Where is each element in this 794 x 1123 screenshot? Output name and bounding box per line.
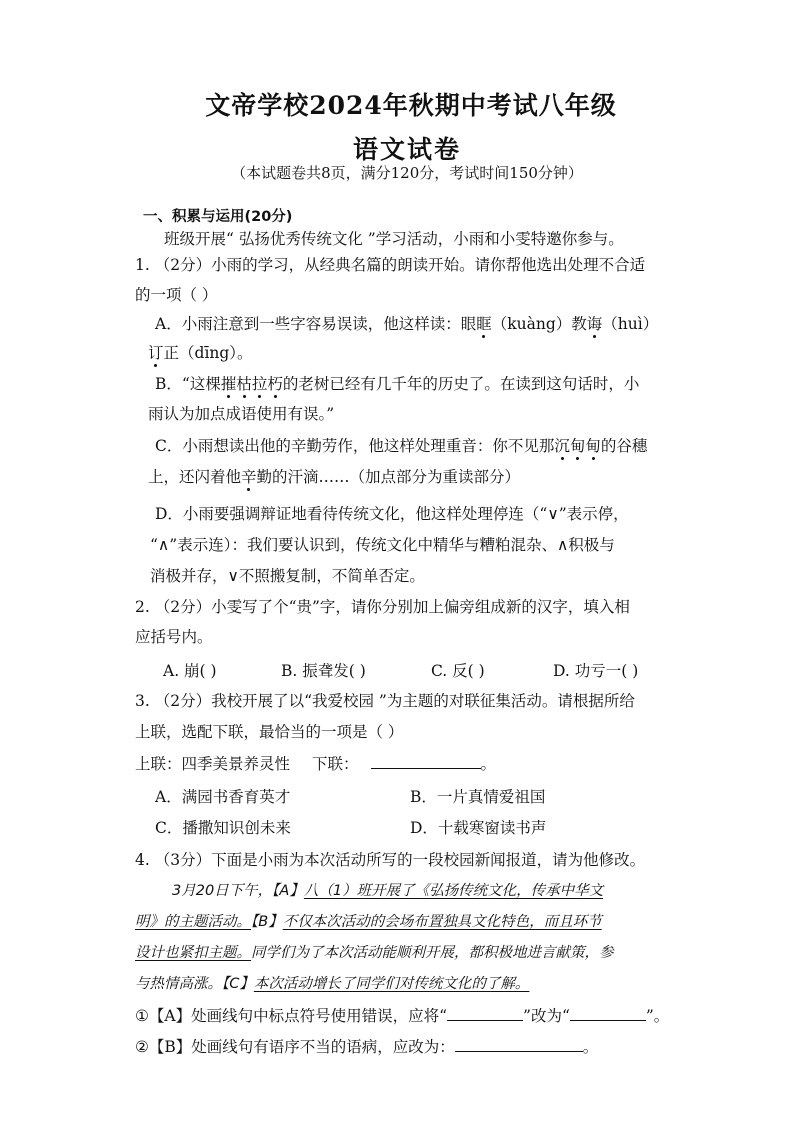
q4-news-line2	[135, 911, 602, 933]
q4-news-underline-b2: 设计也紧扣主题。	[135, 945, 251, 961]
q3-couplet-end: 。	[480, 755, 497, 773]
q2-options-row	[163, 660, 638, 682]
q4-stem: 4. （3分）下面是小雨为本次活动所写的一段校园新闻报道，请为他修改。	[135, 851, 646, 869]
q4-news-underline-b1: 不仅本次活动的会场布置独具文化特色，而且环节	[282, 914, 602, 930]
q3-stem-line1: 3. （2分）我校开展了以“我爱校园 ”为主题的对联征集活动。请根据所给	[135, 692, 635, 710]
q3-couplet-upper: 上联：四季美景养灵性	[135, 755, 291, 773]
q1-b-pre: B．“这棵	[155, 375, 221, 393]
q1-b-dotted-1: 枯	[236, 375, 252, 393]
subject-title: 语文试卷	[352, 135, 461, 164]
q3-couplet	[135, 753, 496, 775]
q4-news-marker-b: 【B】	[251, 914, 283, 930]
q1-c2-mid: 勤的汗滴……（加点部分为重读部分）	[256, 468, 521, 486]
q2-stem-line1: 2. （2分）小雯写了个“贵”字，请你分别加上偏旁组成新的汉字，填入相	[135, 598, 630, 616]
q1-option-a-line2	[148, 342, 253, 364]
q1-a-post: （huì）	[602, 315, 659, 333]
q1-option-d-line3: 消极并存，∨不照搬复制，不简单否定。	[150, 567, 425, 585]
q1-c2-dotted-0: 辛	[241, 468, 257, 486]
q2-option-c: C. 反( )	[431, 662, 485, 680]
q1-a-dotted-char2: 诲	[586, 315, 603, 333]
q1-c-pre: C．小雨想读出他的辛勤劳作，他这样处理重音：你不见那	[155, 437, 555, 455]
q4-news-line3-post: 同学们为了本次活动能顺利开展，都积极地进言献策，参	[251, 945, 614, 961]
q4-sub1-pre: ①【A】处画线句中标点符号使用错误，应将“	[135, 1007, 448, 1025]
q4-news-underline-a1: 八（1）班开展了《弘扬传统文化，传承中华文	[303, 883, 604, 899]
q1-b-dotted-2: 拉	[251, 375, 268, 393]
q4-news-line1	[172, 880, 603, 902]
q4-sub2	[135, 1036, 598, 1058]
q1-option-b-line2: 雨认为加点成语使用有误。”	[148, 405, 335, 423]
q4-sub1	[135, 1005, 669, 1027]
q4-sub2-post: 。	[582, 1038, 599, 1056]
school-title: 文帝学校2024年秋期中考试八年级	[205, 91, 617, 120]
q4-news-line3	[135, 942, 614, 964]
q2-option-d: D. 功亏一( )	[553, 662, 639, 680]
q3-answer-blank[interactable]	[371, 754, 481, 769]
q4-sub1-blank1[interactable]	[447, 1006, 523, 1021]
q4-sub1-blank2[interactable]	[570, 1006, 646, 1021]
q4-sub2-pre: ②【B】处画线句有语序不当的语病，应改为：	[135, 1038, 455, 1056]
q4-news-line4	[135, 973, 529, 995]
q1-c2-pre: 上，还闪着他	[148, 468, 242, 486]
q1-a-pre: A．小雨注意到一些字容易误读，他这样读：眼	[155, 315, 477, 333]
q1-b-dotted-0: 摧	[220, 375, 237, 393]
q1-option-c-line2	[148, 466, 520, 488]
q4-sub1-post: ”。	[645, 1007, 670, 1025]
q1-a-mid: （kuàng）教	[491, 315, 587, 333]
q1-b-post: 的老树已经有几千年的历史了。在读到这句话时，小	[282, 375, 640, 393]
q2-option-a: A. 崩( )	[163, 662, 217, 680]
q1-c-post: 的谷穗	[600, 437, 648, 455]
q3-stem-line2: 上联，选配下联，最恰当的一项是（ ）	[135, 723, 404, 741]
q1-stem-line1: 1. （2分）小雨的学习，从经典名篇的朗读开始。请你帮他选出处理不合适	[135, 256, 646, 274]
q3-couplet-lower-label: 下联：	[312, 755, 359, 773]
q3-option-c: C．播撒知识创未来	[155, 819, 291, 837]
q1-b-dotted-3: 朽	[267, 375, 283, 393]
q1-option-a-line1	[155, 313, 658, 335]
q1-a-dotted-char1: 眶	[476, 315, 492, 333]
q3-option-d: D．十载寒窗读书声	[410, 819, 547, 837]
q1-a-line2-post: 正（dīng）。	[163, 344, 253, 362]
exam-info: （本试题卷共8页，满分120分，考试时间150分钟）	[231, 164, 583, 182]
q1-option-c-line1	[155, 435, 647, 457]
q3-option-a: A．满园书香育英才	[155, 788, 291, 806]
q2-option-b: B. 振聋发( )	[281, 662, 366, 680]
q1-c-dotted-0: 沉	[554, 437, 570, 455]
q1-a-dotted-char3: 订	[148, 344, 164, 362]
q1-c-dotted-1: 甸	[569, 437, 586, 455]
q4-sub2-blank[interactable]	[455, 1037, 583, 1052]
q2-stem-line2: 应括号内。	[135, 628, 213, 646]
section-heading: 一、积累与运用(20分)	[143, 209, 293, 225]
section-intro: 班级开展“ 弘扬优秀传统文化 ”学习活动，小雨和小雯特邀你参与。	[164, 230, 624, 248]
q3-option-b: B．一片真情爱祖国	[410, 788, 546, 806]
q4-sub1-mid: ”改为“	[523, 1007, 570, 1025]
q1-c-dotted-2: 甸	[585, 437, 601, 455]
q1-option-d-line2: “∧”表示连）：我们要认识到，传统文化中精华与糟粕混杂、∧积极与	[150, 536, 615, 554]
q1-option-b-line1	[155, 373, 639, 395]
q4-news-underline-a2: 明》的主题活动。	[135, 914, 251, 930]
q4-news-line4-pre: 与热情高涨。【C】	[135, 976, 254, 992]
q4-news-line1-pre: 3月20日下午，【A】	[172, 883, 304, 899]
q1-stem-line2: 的一项（ ）	[135, 286, 218, 304]
q4-news-underline-c: 本次活动增长了同学们对传统文化的了解。	[253, 976, 530, 992]
q1-option-d-line1: D．小雨要强调辩证地看待传统文化，他这样处理停连（“∨”表示停，	[155, 505, 629, 523]
